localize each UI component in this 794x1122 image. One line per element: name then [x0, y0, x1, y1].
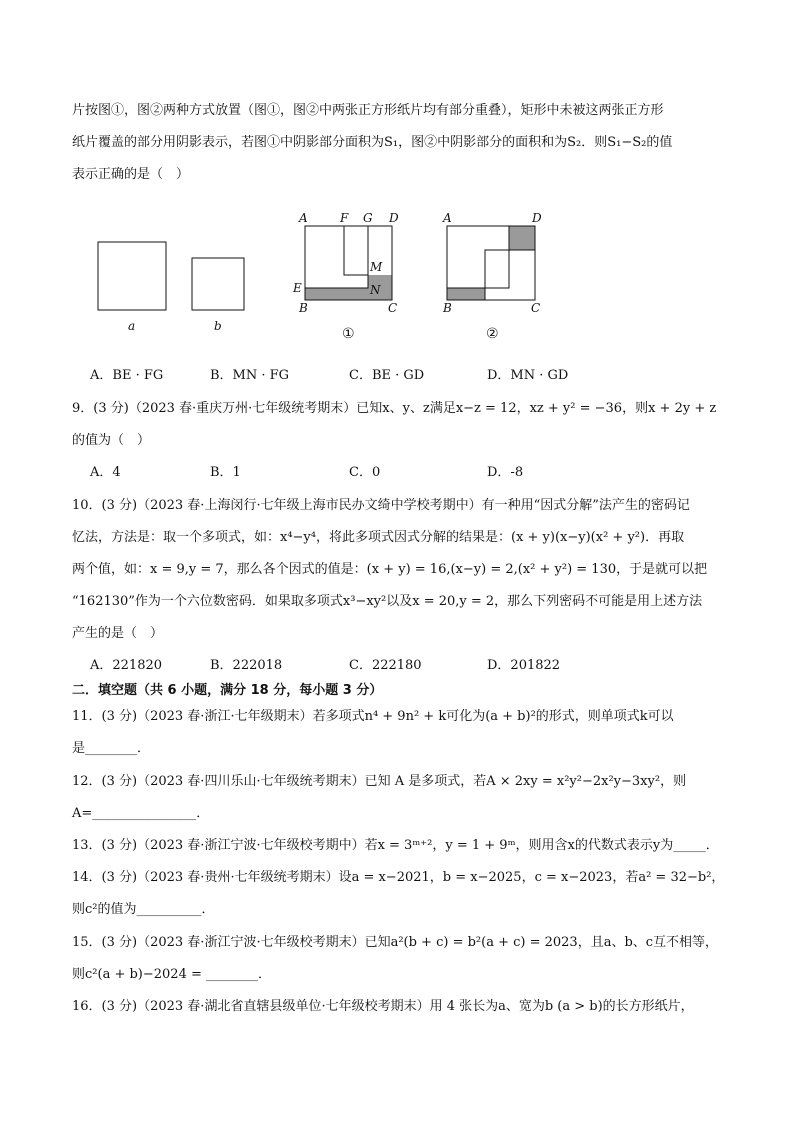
q9-option-b: B．1	[210, 465, 241, 480]
intro-line-1: 片按图①，图②两种方式放置（图①，图②中两张正方形纸片均有部分重叠），矩形中未被这两张正方形	[72, 103, 664, 118]
fig2-number: ②	[486, 326, 499, 342]
q10-line-5: 产生的是（ ）	[72, 626, 164, 641]
q9-line-2: 的值为（ ）	[72, 433, 151, 448]
q10-line-1: 10．(3 分)（2023 春·上海闵行·七年级上海市民办文绮中学校考期中）有一种用“因式分解”法产生的密码记	[72, 498, 690, 513]
fig1-label-G: G	[363, 211, 373, 225]
q10-option-a: A．221820	[90, 658, 163, 673]
fig1-square-a-edge	[305, 275, 368, 288]
fig1-label-C: C	[388, 301, 398, 315]
q9-line-1: 9．(3 分)（2023 春·重庆万州·七年级统考期末）已知x、y、z满足x−z = 12，xz + y² = −36，则x + 2y + z	[72, 401, 717, 416]
square-a	[98, 242, 166, 310]
geometry-figure	[0, 0, 794, 360]
q9-option-d: D．-8	[487, 465, 524, 480]
square-b-label: b	[214, 319, 222, 333]
fig2-square-a-edge	[447, 226, 509, 288]
fig1-label-M: M	[370, 260, 383, 274]
fig2-square-b-edge	[485, 250, 535, 300]
q10-option-d: D．201822	[487, 658, 561, 673]
fig1-label-N: N	[370, 283, 381, 297]
fig2-label-C: C	[531, 301, 541, 315]
q8-option-d: D．MN · GD	[487, 368, 569, 383]
q15-line-2: 则c²(a + b)−2024 = ________．	[72, 967, 271, 982]
fig1-number: ①	[342, 326, 355, 342]
fig1-square-b-edge	[344, 226, 368, 275]
fig2-label-A: A	[443, 211, 452, 225]
q14-line-1: 14．(3 分)（2023 春·贵州·七年级统考期末）设a = x−2021，b = x−2025，c = x−2023，若a² = 32−b²，	[72, 870, 725, 885]
fig2-shade-bottom	[447, 288, 485, 300]
q16-line: 16．(3 分)（2023 春·湖北省直辖县级单位·七年级校考期末）用 4 张长为a、宽为b (a > b)的长方形纸片，	[72, 999, 694, 1014]
intro-line-2: 纸片覆盖的部分用阴影表示，若图①中阴影部分面积为S₁，图②中阴影部分的面积和为S₂．则S₁−S₂的值	[72, 135, 673, 150]
fig2-label-B: B	[443, 301, 452, 315]
q8-option-c: C．BE · GD	[349, 368, 425, 383]
q10-line-3: 两个值，如：x = 9,y = 7，那么各个因式的值是：(x + y) = 16,(x−y) = 2,(x² + y²) = 130，于是就可以把	[72, 562, 708, 577]
fig1-label-A: A	[299, 211, 308, 225]
q12-line-1: 12．(3 分)（2023 春·四川乐山·七年级统考期末）已知 A 是多项式，若A × 2xy = x²y²−2x²y−3xy²，则	[72, 774, 687, 789]
fig1-label-B: B	[299, 301, 308, 315]
square-a-label: a	[128, 319, 136, 333]
q11-line-1: 11．(3 分)（2023 春·浙江·七年级期末）若多项式n⁴ + 9n² + k可化为(a + b)²的形式，则单项式k可以	[72, 709, 674, 724]
fig1-label-D: D	[389, 211, 399, 225]
q8-option-a: A．BE · FG	[90, 368, 164, 383]
q12-line-2: A=________________．	[72, 806, 210, 821]
q9-option-c: C．0	[349, 465, 381, 480]
q10-option-c: C．222180	[349, 658, 422, 673]
q9-option-a: A．4	[90, 465, 121, 480]
q15-line-1: 15．(3 分)（2023 春·浙江宁波·七年级校考期末）已知a²(b + c) = b²(a + c) = 2023，且a、b、c互不相等，	[72, 935, 719, 950]
fig2-shade-top	[509, 226, 535, 250]
fig1-label-F: F	[340, 211, 349, 225]
q10-line-2: 忆法，方法是：取一个多项式，如：x⁴−y⁴，将此多项式因式分解的结果是：(x + y)(x−y)(x² + y²)．再取	[72, 530, 685, 545]
q10-option-b: B．222018	[210, 658, 283, 673]
q10-line-4: “162130”作为一个六位数密码．如果取多项式x³−xy²以及x = 20,y = 2，那么下列密码不可能是用上述方法	[72, 594, 703, 609]
square-b	[192, 258, 244, 310]
fig2-label-D: D	[532, 211, 542, 225]
intro-line-3: 表示正确的是（ ）	[72, 167, 190, 182]
q11-line-2: 是________．	[72, 741, 151, 756]
section-2-heading: 二．填空题（共 6 小题，满分 18 分，每小题 3 分）	[72, 683, 383, 698]
q14-line-2: 则c²的值为__________．	[72, 902, 215, 917]
fig1-label-E: E	[293, 281, 302, 295]
q8-option-b: B．MN · FG	[210, 368, 290, 383]
figure-2	[442, 211, 542, 342]
figure-1	[292, 211, 399, 342]
q13-line: 13．(3 分)（2023 春·浙江宁波·七年级校考期中）若x = 3ᵐ⁺²，y = 1 + 9ᵐ，则用含x的代数式表示y为_____．	[72, 838, 719, 853]
